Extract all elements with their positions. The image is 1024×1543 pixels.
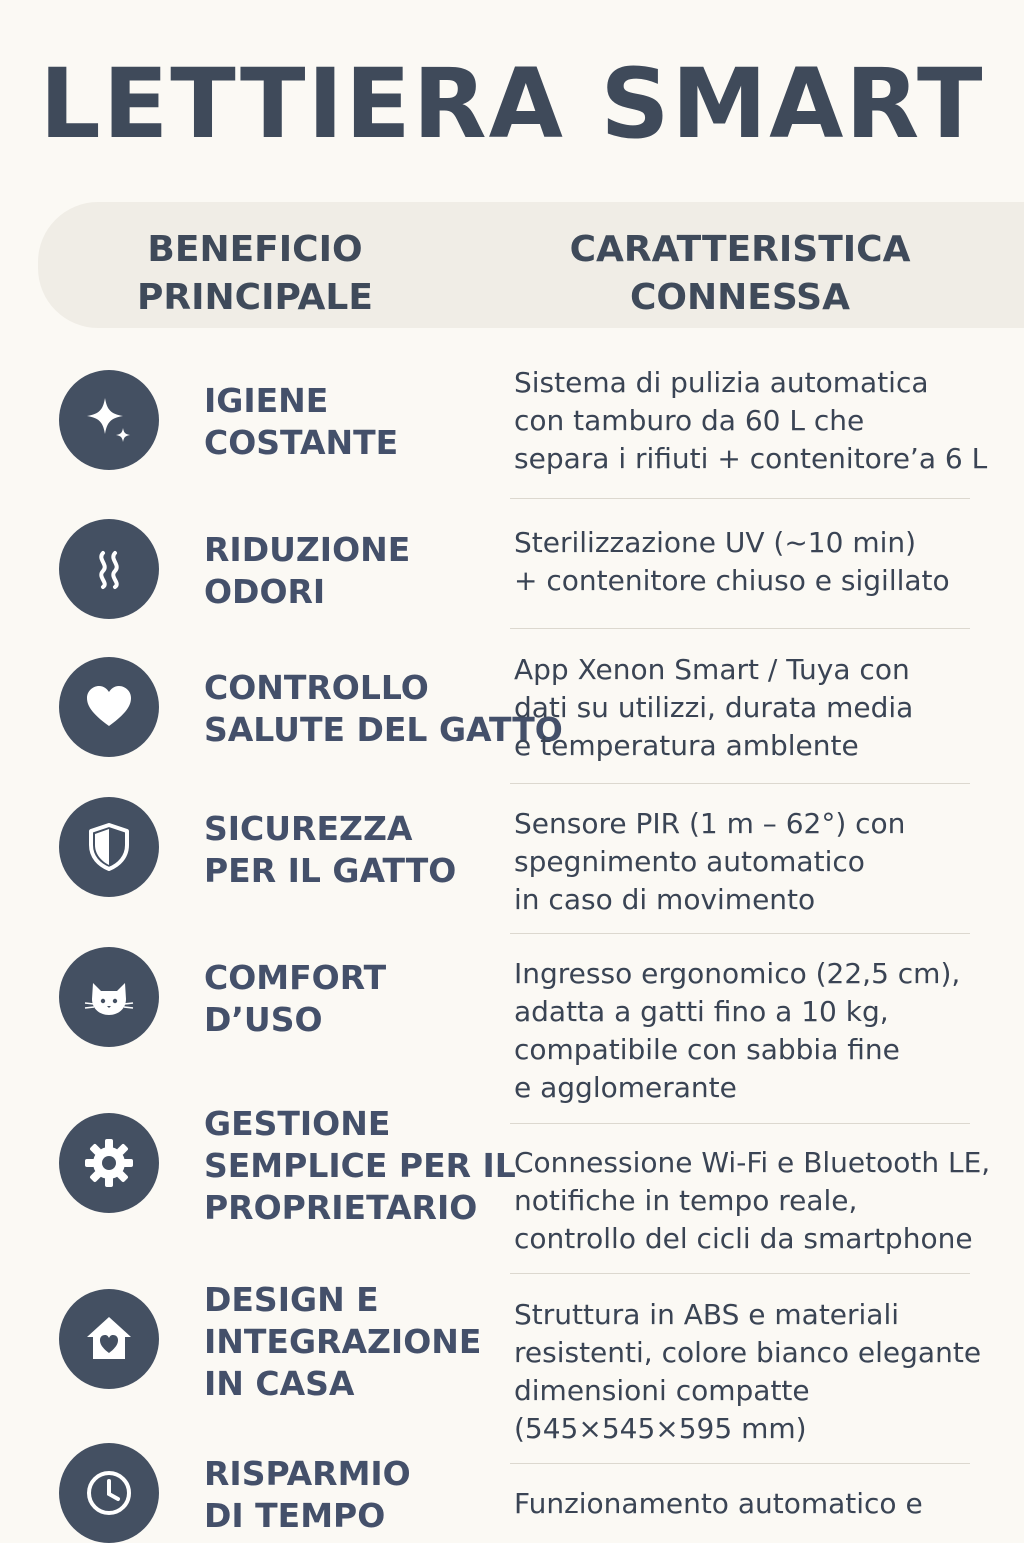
row-divider <box>510 933 970 934</box>
row-divider <box>510 1273 970 1274</box>
benefit-label: CONTROLLO SALUTE DEL GATTO <box>204 668 563 749</box>
row-divider <box>510 1123 970 1124</box>
feature-text: Struttura in ABS e materiali resistenti, colore bianco elegante dimensioni compatte (545×545×595 mm) <box>514 1298 982 1445</box>
cat-icon <box>59 947 159 1047</box>
header-feature: CARATTERISTICA CONNESSA <box>569 229 911 318</box>
benefit-label: RISPARMIO DI TEMPO <box>204 1454 411 1535</box>
page-title: LETTIERA SMART <box>39 48 985 160</box>
odor-waves-icon <box>59 519 159 619</box>
feature-text: Funzionamento automatico e <box>514 1487 923 1520</box>
feature-text: Sensore PIR (1 m – 62°) con spegnimento automatico in caso di movimento <box>514 807 906 916</box>
gear-icon <box>59 1113 159 1213</box>
benefit-label: RIDUZIONE ODORI <box>204 530 411 611</box>
feature-text: Connessione Wi-Fi e Bluetooth LE, notifiche in tempo reale, controllo del cicli da smartphone <box>514 1146 991 1255</box>
sparkle-icon <box>59 370 159 470</box>
feature-text: Ingresso ergonomico (22,5 cm), adatta a gatti fino a 10 kg, compatibile con sabbia fine e agglomerante <box>514 957 961 1104</box>
heart-icon <box>59 657 159 757</box>
row-divider <box>510 783 970 784</box>
row-divider <box>510 628 970 629</box>
feature-text: Sistema di pulizia automatica con tamburo da 60 L che separa i rifiuti + contenitore’a 6 L <box>514 366 988 475</box>
row-divider <box>510 1463 970 1464</box>
benefit-label: IGIENE COSTANTE <box>204 381 399 462</box>
feature-text: App Xenon Smart / Tuya con dati su utilizzi, durata media e temperatura amblente <box>514 653 914 762</box>
row-divider <box>510 498 970 499</box>
clock-icon <box>59 1443 159 1543</box>
header-benefit: BENEFICIO PRINCIPALE <box>137 229 373 318</box>
feature-text: Sterilizzazione UV (~10 min) + contenitore chiuso e sigillato <box>514 526 950 597</box>
benefit-label: GESTIONE SEMPLICE PER IL PROPRIETARIO <box>204 1104 516 1227</box>
house-heart-icon <box>59 1289 159 1389</box>
benefit-label: DESIGN E INTEGRAZIONE IN CASA <box>204 1280 482 1403</box>
benefit-label: COMFORT D’USO <box>204 958 387 1039</box>
benefit-label: SICUREZZA PER IL GATTO <box>204 809 457 890</box>
shield-icon <box>59 797 159 897</box>
